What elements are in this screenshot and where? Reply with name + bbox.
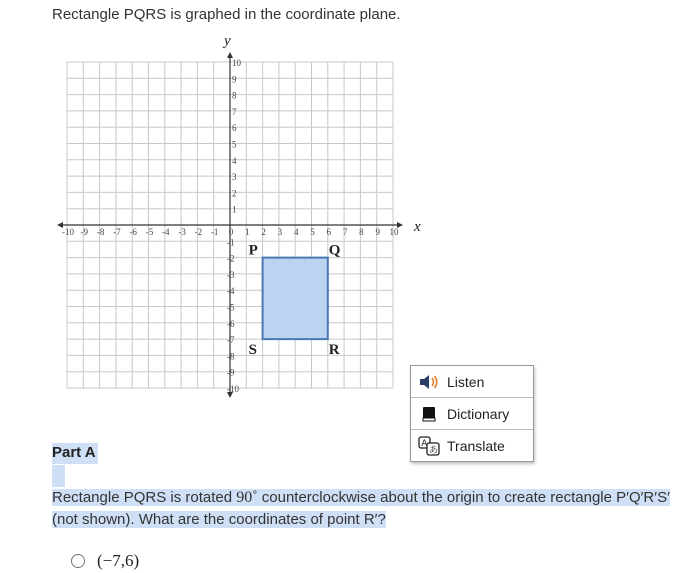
translate-button[interactable] xyxy=(411,430,533,461)
x-tick-label: -7 xyxy=(113,227,121,237)
x-tick-label: -3 xyxy=(178,227,186,237)
x-tick-label: 10 xyxy=(389,227,399,237)
highlight-gap xyxy=(52,465,65,487)
part-a-heading: Part A xyxy=(52,443,98,464)
intro-text: Rectangle PQRS is graphed in the coordinate plane. xyxy=(52,6,401,23)
y-tick-label: -9 xyxy=(227,367,235,378)
translate-icon xyxy=(418,436,440,456)
option-label: (−7,6) xyxy=(97,551,140,570)
dictionary-label: Dictionary xyxy=(447,405,510,422)
y-axis-label: y xyxy=(224,33,231,49)
speaker-icon xyxy=(418,372,440,392)
x-tick-label: -5 xyxy=(145,227,154,237)
svg-text:A: A xyxy=(421,438,428,449)
y-tick-label: 3 xyxy=(232,172,237,183)
x-tick-label: -6 xyxy=(129,227,137,237)
x-tick-label: 0 xyxy=(228,227,234,237)
y-tick-label: 7 xyxy=(232,106,237,117)
coordinate-plane xyxy=(52,30,432,405)
axes xyxy=(57,52,403,398)
y-tick-label: -1 xyxy=(227,237,235,248)
x-axis-label: x xyxy=(414,219,421,235)
y-tick-label: 5 xyxy=(232,139,237,150)
book-icon xyxy=(418,404,440,424)
y-tick-label: -6 xyxy=(227,318,235,329)
question-text-start: Rectangle PQRS is rotated xyxy=(52,489,237,506)
rectangle-fill xyxy=(263,258,328,340)
vertex-label-s: S xyxy=(248,342,257,359)
svg-text:あ: あ xyxy=(429,445,439,456)
x-tick-label: 3 xyxy=(277,227,283,237)
x-tick-label: 2 xyxy=(261,227,266,237)
vertex-label-r: R xyxy=(328,342,340,359)
y-tick-label: 10 xyxy=(232,58,241,68)
x-tick-label: 1 xyxy=(245,227,250,237)
x-tick-label: 4 xyxy=(293,227,299,237)
y-tick-label: -7 xyxy=(227,335,235,346)
dictionary-button[interactable] xyxy=(411,398,533,430)
y-tick-label: -8 xyxy=(227,351,235,362)
y-tick-label: 8 xyxy=(232,90,237,101)
radio-button[interactable] xyxy=(71,554,85,568)
y-tick-label: 9 xyxy=(232,74,237,85)
x-tick-label: 6 xyxy=(326,227,332,237)
translate-label: Translate xyxy=(447,437,505,454)
vertex-label-p: P xyxy=(248,242,258,259)
x-tick-label: 5 xyxy=(310,227,315,237)
x-tick-label: 9 xyxy=(375,227,380,237)
answer-option-1[interactable] xyxy=(71,551,139,571)
x-tick-label: -10 xyxy=(62,227,74,237)
y-tick-label: -2 xyxy=(227,253,235,264)
y-tick-label: -3 xyxy=(227,269,235,280)
listen-label: Listen xyxy=(447,373,485,390)
x-tick-label: -4 xyxy=(162,227,170,237)
y-tick-label: 1 xyxy=(232,204,237,215)
x-tick-label: -1 xyxy=(210,227,219,237)
vertex-label-q: Q xyxy=(328,242,341,259)
y-tick-label: 6 xyxy=(232,123,237,134)
y-tick-label: -10 xyxy=(227,384,239,394)
y-tick-label: 2 xyxy=(232,188,237,199)
rotation-degrees: 90˚ xyxy=(236,489,258,506)
y-tick-label: -5 xyxy=(227,302,235,313)
x-tick-label: -2 xyxy=(194,227,203,237)
y-tick-label: -4 xyxy=(227,286,235,297)
x-tick-label: 7 xyxy=(342,227,348,237)
listen-button[interactable] xyxy=(411,366,533,398)
x-tick-label: 8 xyxy=(359,227,364,237)
x-tick-label: -8 xyxy=(96,227,105,237)
y-tick-label: 4 xyxy=(232,155,237,166)
question-text-end: counterclockwise about the origin to create rectangle P′Q′R′S′ (not shown). What are the coordinates of point R′? xyxy=(52,489,670,528)
question-text xyxy=(52,487,672,531)
x-tick-label: -9 xyxy=(80,227,89,237)
tool-popup xyxy=(410,365,534,462)
